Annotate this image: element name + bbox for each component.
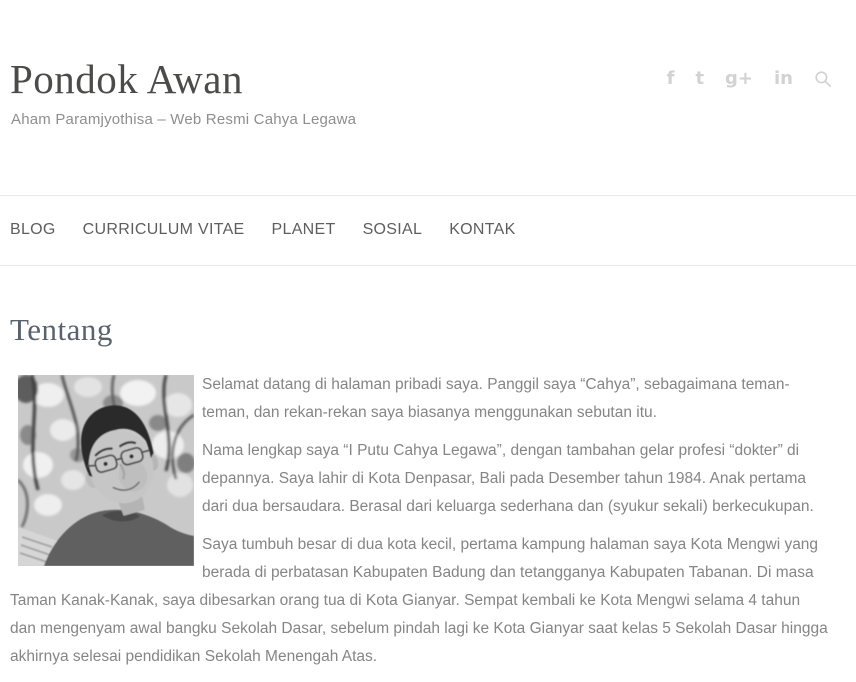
about-paragraph-1: Selamat datang di halaman pribadi saya. Panggil saya “Cahya”, sebagaimana teman-teman, dan rekan-rekan saya biasanya menggunakan sebutan itu.: [202, 375, 790, 421]
google-plus-icon[interactable]: g+: [725, 68, 754, 89]
search-icon[interactable]: [814, 70, 832, 88]
nav-item-curriculum-vitae: [83, 221, 245, 239]
nav-link-kontak[interactable]: KONTAK: [449, 221, 516, 239]
about-paragraph-2: Nama lengkap saya “I Putu Cahya Legawa”, dengan tambahan gelar profesi “dokter” di depannya. Saya lahir di Kota Denpasar, Bali pada Desember tahun 1984. Anak pertama dari dua bersaudara. Berasal dari keluarga sederhana dan (syukur sekali) berkecukupan.: [202, 441, 814, 515]
page-title: Tentang: [10, 312, 113, 348]
profile-photo: [18, 375, 194, 566]
social-links: [667, 70, 832, 88]
about-paragraph-3: Saya tumbuh besar di dua kota kecil, pertama kampung halaman saya Kota Mengwi yang berada di perbatasan Kabupaten Badung dan tetangganya Kabupaten Tabanan. Di masa Taman Kanak-Kanak, saya dibesarkan orang tua di Kota Gianyar. Sempat kembali ke Kota Mengwi selama 4 tahun dan mengenyam awal bangku Sekolah Dasar, sebelum pindah lagi ke Kota Gianyar saat kelas 5 Sekolah Dasar hingga akhirnya selesai pendidikan Sekolah Menengah Atas.: [10, 535, 828, 665]
site-tagline: Aham Paramjyothisa – Web Resmi Cahya Legawa: [11, 111, 357, 129]
nav-item-kontak: [449, 221, 515, 239]
main-nav: [0, 195, 856, 266]
page-content: [0, 312, 856, 671]
nav-item-sosial: [363, 221, 423, 239]
site-header: [0, 0, 856, 128]
nav-item-blog: [10, 221, 56, 239]
site-title-link[interactable]: Pondok Awan: [10, 56, 243, 102]
nav-link-sosial[interactable]: SOSIAL: [362, 221, 423, 239]
entry-content: [10, 371, 846, 671]
linkedin-icon[interactable]: in: [774, 68, 793, 89]
nav-link-blog[interactable]: BLOG: [10, 221, 56, 239]
facebook-icon[interactable]: f: [666, 68, 675, 89]
nav-link-curriculum-vitae[interactable]: CURRICULUM VITAE: [82, 221, 245, 239]
nav-link-planet[interactable]: PLANET: [271, 221, 336, 239]
twitter-icon[interactable]: t: [695, 68, 705, 89]
nav-item-planet: [272, 221, 336, 239]
